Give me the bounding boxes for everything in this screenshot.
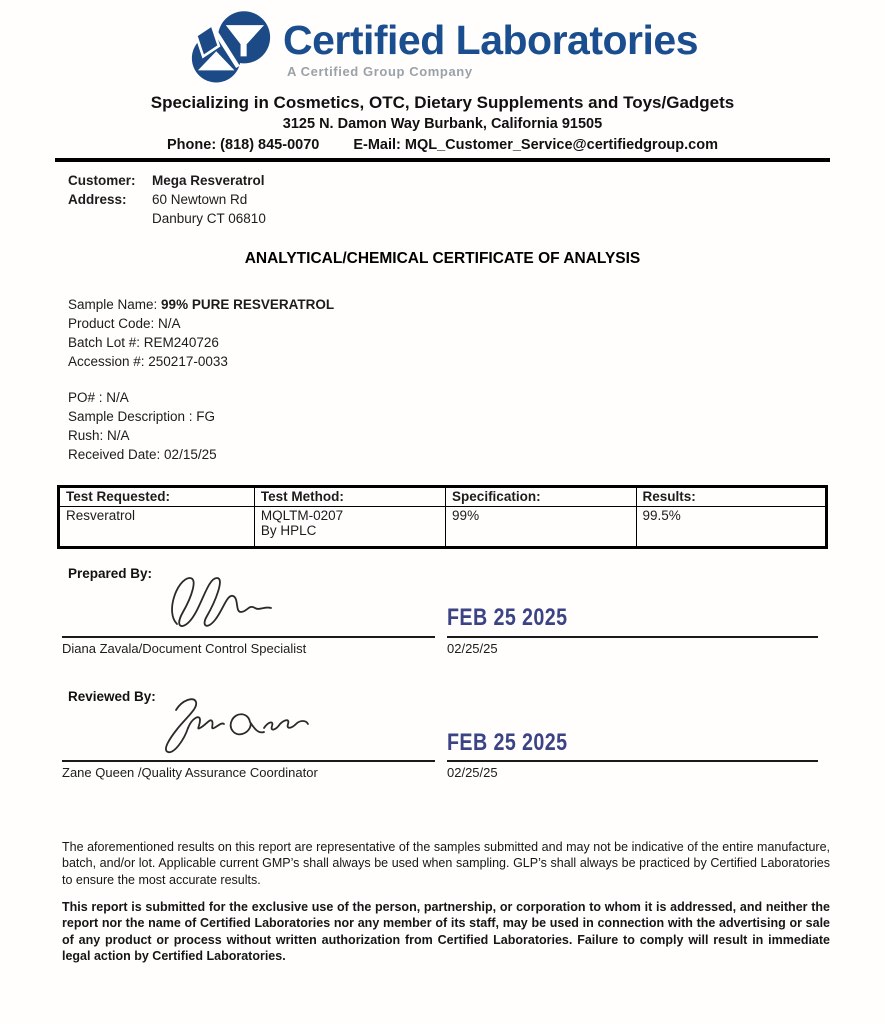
reviewed-date-text: 02/25/25 xyxy=(447,765,498,780)
cell-specification: 99% xyxy=(446,507,636,548)
address-row-2 xyxy=(68,209,266,228)
customer-label: Customer: xyxy=(68,173,136,188)
header-specializing-line: Specializing in Cosmetics, OTC, Dietary Supplements and Toys/Gadgets xyxy=(150,93,735,112)
customer-block xyxy=(68,171,266,228)
test-method-line-1: MQLTM-0207 xyxy=(260,508,344,523)
prepared-date-line xyxy=(447,636,818,638)
batch-lot-line: Batch Lot #: REM240726 xyxy=(68,335,219,350)
sample-name-label: Sample Name: xyxy=(68,297,162,312)
col-header-specification: Specification: xyxy=(446,487,636,507)
po-line: PO# : N/A xyxy=(68,390,129,405)
reviewed-date-line xyxy=(447,760,818,762)
address-line-2: Danbury CT 06810 xyxy=(152,211,266,226)
sample-description-line: Sample Description : FG xyxy=(68,409,216,424)
brand-name: Certified Laboratories xyxy=(282,17,699,63)
prepared-signature-line xyxy=(62,636,435,638)
cell-test-requested: Resveratrol xyxy=(59,507,255,548)
test-method-line-2: By HPLC xyxy=(260,523,317,538)
cell-result: 99.5% xyxy=(636,507,827,548)
prepared-date-stamp: FEB 25 2025 xyxy=(447,604,568,631)
logo-header xyxy=(0,6,885,86)
sample-name-line xyxy=(68,295,334,314)
table-row xyxy=(59,507,827,548)
prepared-by-name-title: Diana Zavala/Document Control Specialist xyxy=(62,641,307,656)
prepared-date-text: 02/25/25 xyxy=(447,641,498,656)
reviewed-by-label: Reviewed By: xyxy=(68,689,156,704)
accession-line: Accession #: 250217-0033 xyxy=(68,354,228,369)
header-email: E-Mail: MQL_Customer_Service@certifiedgroup.com xyxy=(353,137,718,153)
cell-test-method xyxy=(254,507,445,548)
header-address-line: 3125 N. Damon Way Burbank, California 91505 xyxy=(282,116,603,132)
results-table xyxy=(57,485,828,549)
reviewed-by-signature xyxy=(158,694,318,756)
reviewed-date-stamp: FEB 25 2025 xyxy=(447,729,568,756)
logo-text-block xyxy=(283,6,698,79)
sample-name-value: 99% PURE RESVERATROL xyxy=(161,297,335,312)
customer-row xyxy=(68,171,266,190)
results-table-header-row xyxy=(59,487,827,507)
prepared-by-signature xyxy=(163,568,283,634)
sample-info-block xyxy=(68,295,334,371)
document-title: ANALYTICAL/CHEMICAL CERTIFICATE OF ANALYSIS xyxy=(244,250,641,267)
address-line-1: 60 Newtown Rd xyxy=(152,192,248,207)
order-info-block xyxy=(68,388,217,464)
reviewed-signature-line xyxy=(62,760,435,762)
certified-laboratories-logo-icon xyxy=(187,6,275,86)
brand-tagline: A Certified Group Company xyxy=(286,64,473,79)
customer-name: Mega Resveratrol xyxy=(152,173,265,188)
col-header-results: Results: xyxy=(636,487,827,507)
address-label: Address: xyxy=(68,192,127,207)
col-header-test-requested: Test Requested: xyxy=(59,487,255,507)
reviewed-by-name-title: Zane Queen /Quality Assurance Coordinator xyxy=(62,765,318,780)
header-divider-rule xyxy=(55,158,830,162)
rush-line: Rush: N/A xyxy=(68,428,130,443)
col-header-test-method: Test Method: xyxy=(254,487,445,507)
header-contact-line xyxy=(0,137,885,153)
prepared-by-label: Prepared By: xyxy=(68,566,153,581)
header-phone: Phone: (818) 845-0070 xyxy=(167,137,320,153)
disclaimer-paragraph-2: This report is submitted for the exclusive use of the person, partnership, or corporation to whom it is addressed, and neither the report nor the name of Certified Laboratories nor any member of its staff, may be used in connection with the advertising or sale of any product or process without written authorization from Certified Laboratories. Failure to comply will result in immediate legal action by Certified Laboratories. xyxy=(62,899,830,963)
disclaimer-paragraph-1: The aforementioned results on this report are representative of the samples submitted and may not be indicative of the entire manufacture, batch, and/or lot. Applicable current GMP’s shall always be used when sampling. GLP’s shall always be practiced by Certified Laboratories to ensure the most accurate results. xyxy=(62,839,830,887)
product-code-line: Product Code: N/A xyxy=(68,316,181,331)
received-date-line: Received Date: 02/15/25 xyxy=(68,447,217,462)
address-row xyxy=(68,190,266,209)
